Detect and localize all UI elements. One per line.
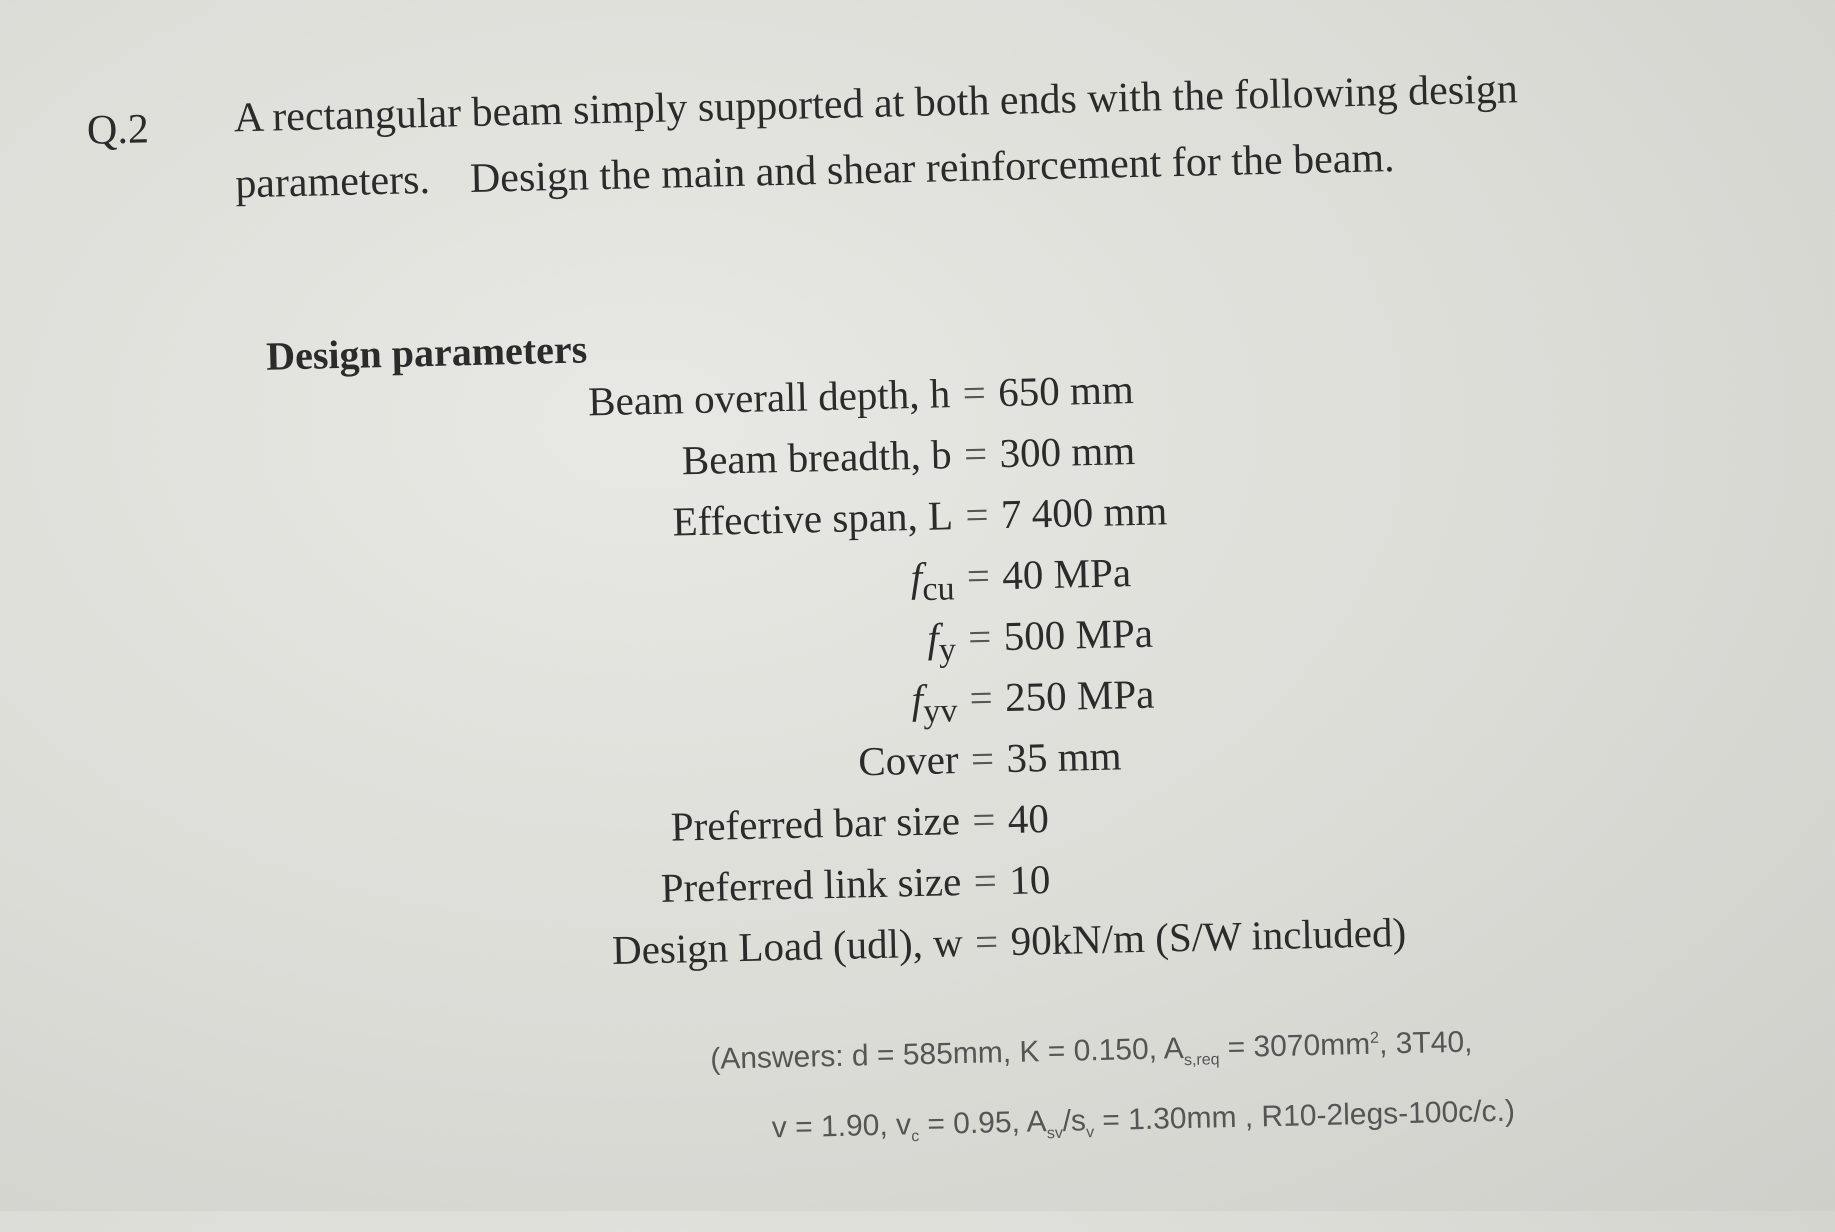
param-value: 500 MPa <box>1003 609 1154 660</box>
param-equals: = <box>963 430 988 477</box>
design-parameters-title: Design parameters <box>265 326 588 379</box>
param-label: Effective span, L <box>672 492 954 545</box>
param-equals: = <box>967 613 992 660</box>
param-label: Beam breadth, b <box>681 431 953 484</box>
param-label: Design Load (udl), w <box>611 919 964 974</box>
param-equals: = <box>970 735 995 782</box>
symbol-f: f <box>911 675 924 723</box>
param-equals: = <box>971 796 996 843</box>
symbol-f: f <box>926 614 940 661</box>
param-value: 7 400 mm <box>1000 487 1168 538</box>
symbol-subscript: y <box>938 631 957 669</box>
param-value: 40 MPa <box>1001 549 1132 599</box>
answers-block <box>709 1007 1515 1171</box>
param-value: 35 mm <box>1005 732 1123 782</box>
symbol-subscript: cu <box>921 570 956 609</box>
param-symbol <box>419 552 955 620</box>
param-equals: = <box>973 857 998 904</box>
answers-line-1: (Answers: d = 585mm, K = 0.150, $A_{s,req} = 3070mm^2$, 3T40, <box>709 1025 1473 1076</box>
answers-line-2: v = 1.90, $v_c = 0.95$, $A_{sv}/s_v = 1.30mm$ , R10-2legs-100c/c.) <box>771 1094 1516 1146</box>
param-label: Cover <box>857 736 960 785</box>
param-symbol <box>420 613 956 681</box>
question-text-part2: Design the main and shear reinforcement for the beam. <box>469 135 1396 203</box>
question-number: Q.2 <box>86 106 150 154</box>
param-label: Preferred bar size <box>670 797 961 850</box>
param-equals: = <box>966 552 991 599</box>
param-value: 10 <box>1008 856 1051 903</box>
param-value: 650 mm <box>997 366 1135 416</box>
param-symbol <box>422 674 958 742</box>
symbol-subscript: yv <box>922 692 958 731</box>
param-equals: = <box>974 918 999 965</box>
symbol-f: f <box>910 553 923 601</box>
design-parameters-list <box>415 354 1629 991</box>
param-value: 300 mm <box>999 427 1136 477</box>
param-value: 40 <box>1007 795 1050 842</box>
param-value: 250 MPa <box>1004 670 1155 721</box>
param-value: 90kN/m (S/W included) <box>1010 909 1407 964</box>
param-equals: = <box>969 674 994 721</box>
param-equals: = <box>964 491 990 538</box>
param-label: Beam overall depth, h <box>587 370 951 425</box>
question-text <box>233 54 1636 218</box>
question-text-part1: A rectangular beam simply supported at both ends with the following design parameters. <box>233 66 1519 208</box>
param-equals: = <box>962 369 987 416</box>
param-label: Preferred link size <box>660 858 962 911</box>
